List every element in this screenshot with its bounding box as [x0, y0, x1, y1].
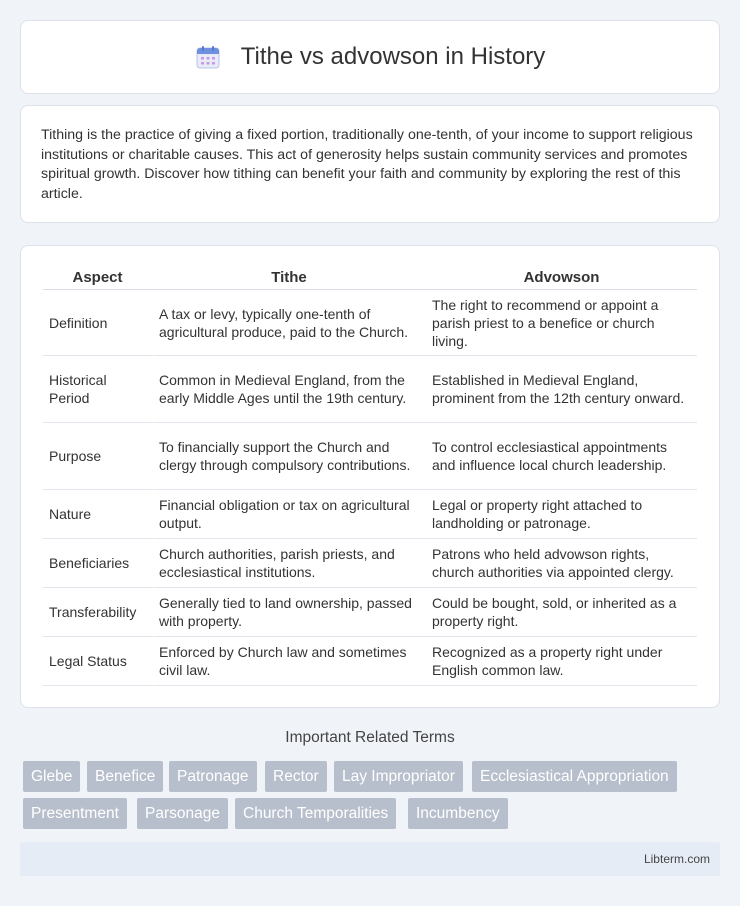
cell-tithe: To financially support the Church and clergy through compulsory contributions. [152, 423, 426, 490]
cell-advowson: Legal or property right attached to landholding or patronage. [426, 490, 697, 539]
tag-patronage[interactable]: Patronage [169, 761, 257, 792]
cell-aspect: Nature [43, 490, 152, 539]
table-row [43, 423, 697, 490]
tag-rector[interactable]: Rector [265, 761, 327, 792]
comparison-table [43, 266, 697, 686]
tag-lay-impropriator[interactable]: Lay Impropriator [334, 761, 463, 792]
tag-ecclesiastical-appropriation[interactable]: Ecclesiastical Appropriation [472, 761, 677, 792]
cell-advowson: Established in Medieval England, prominent from the 12th century onward. [426, 356, 697, 423]
cell-tithe: Generally tied to land ownership, passed with property. [152, 588, 426, 637]
table-row [43, 356, 697, 423]
cell-aspect: Purpose [43, 423, 152, 490]
page-title: Tithe vs advowson in History [240, 43, 546, 70]
header-advowson: Advowson [426, 266, 697, 290]
cell-aspect: Definition [43, 290, 152, 356]
header-tithe: Tithe [152, 266, 426, 290]
cell-aspect: Legal Status [43, 637, 152, 686]
tag-presentment[interactable]: Presentment [23, 798, 127, 829]
table-row [43, 490, 697, 539]
table-row [43, 539, 697, 588]
table-header-row [43, 266, 697, 290]
cell-tithe: Financial obligation or tax on agricultural output. [152, 490, 426, 539]
header-aspect: Aspect [43, 266, 152, 290]
intro-text: Tithing is the practice of giving a fixed portion, traditionally one-tenth, of your income to support religious institutions or charitable causes. This act of generosity helps sustain community services and promotes spiritual growth. Discover how tithing can benefit your faith and community by exploring the rest of this article. [41, 127, 693, 202]
calendar-icon [195, 44, 221, 70]
tag-benefice[interactable]: Benefice [87, 761, 163, 792]
footer-link[interactable]: Libterm.com [643, 852, 710, 866]
tag-incumbency[interactable]: Incumbency [408, 798, 508, 829]
footer [20, 842, 720, 876]
cell-tithe: Church authorities, parish priests, and ecclesiastical institutions. [152, 539, 426, 588]
table-row [43, 588, 697, 637]
tag-church-temporalities[interactable]: Church Temporalities [235, 798, 396, 829]
cell-tithe: Enforced by Church law and sometimes civil law. [152, 637, 426, 686]
comparison-table-card [20, 245, 720, 708]
cell-advowson: The right to recommend or appoint a parish priest to a benefice or church living. [426, 290, 697, 356]
cell-advowson: Patrons who held advowson rights, church authorities via appointed clergy. [426, 539, 697, 588]
table-row [43, 290, 697, 356]
cell-tithe: Common in Medieval England, from the early Middle Ages until the 19th century. [152, 356, 426, 423]
cell-advowson: Could be bought, sold, or inherited as a property right. [426, 588, 697, 637]
title-card [20, 20, 720, 94]
table-row [43, 637, 697, 686]
cell-tithe: A tax or levy, typically one-tenth of agricultural produce, paid to the Church. [152, 290, 426, 356]
cell-advowson: Recognized as a property right under English common law. [426, 637, 697, 686]
cell-aspect: Historical Period [43, 356, 152, 423]
title-wrap [195, 43, 546, 71]
cell-aspect: Transferability [43, 588, 152, 637]
tag-parsonage[interactable]: Parsonage [137, 798, 228, 829]
cell-aspect: Beneficiaries [43, 539, 152, 588]
cell-advowson: To control ecclesiastical appointments and influence local church leadership. [426, 423, 697, 490]
tag-glebe[interactable]: Glebe [23, 761, 80, 792]
intro-card [20, 105, 720, 223]
related-terms-title: Important Related Terms [285, 729, 455, 746]
